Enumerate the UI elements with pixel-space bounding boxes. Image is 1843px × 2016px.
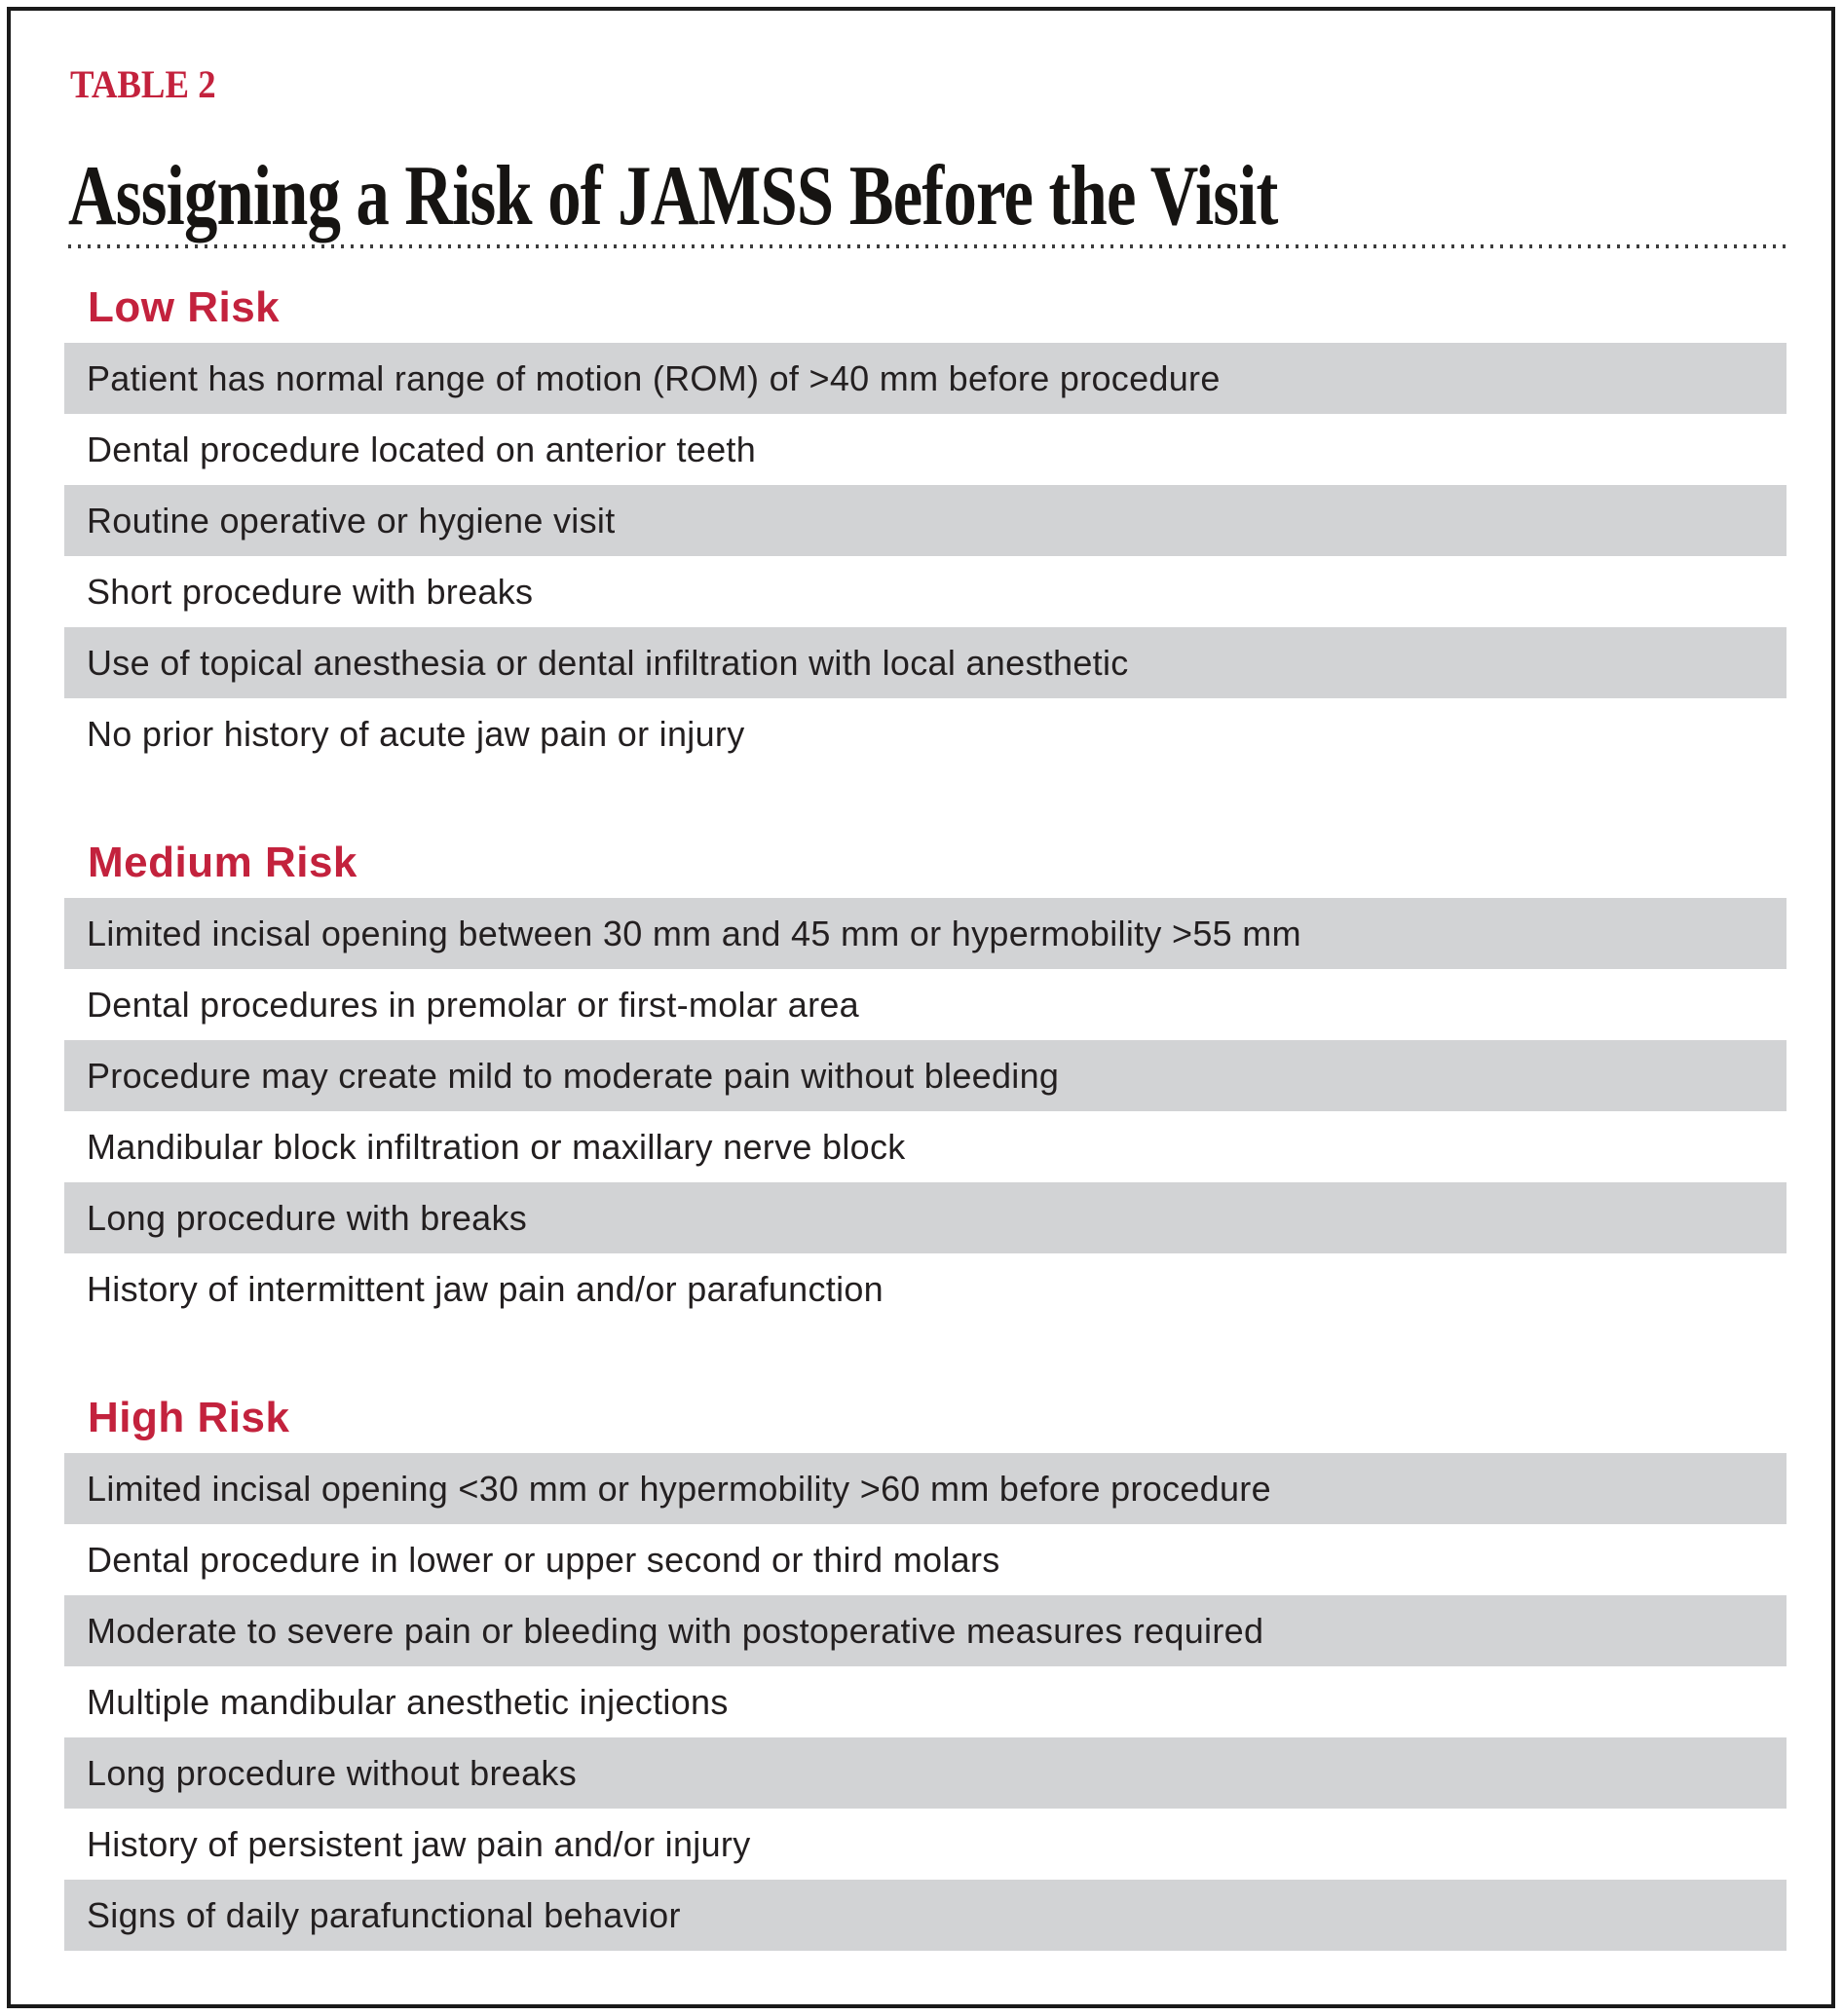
section-rows: [64, 898, 1787, 1325]
table-title: Assigning a Risk of JAMSS Before the Visit: [68, 149, 1278, 243]
table-header: [11, 64, 1831, 248]
section-heading: High Risk: [88, 1394, 290, 1441]
risk-sections: [11, 283, 1831, 1951]
section-rows: [64, 1453, 1787, 1951]
table-row: Dental procedure located on anterior teeth: [64, 414, 1787, 485]
table-row: Moderate to severe pain or bleeding with postoperative measures required: [64, 1595, 1787, 1666]
table-row: Signs of daily parafunctional behavior: [64, 1880, 1787, 1951]
table-row: Limited incisal opening between 30 mm and 45 mm or hypermobility >55 mm: [64, 898, 1787, 969]
table-row: History of persistent jaw pain and/or injury: [64, 1809, 1787, 1880]
table-number-label: TABLE 2: [70, 62, 216, 106]
section-rows: [64, 343, 1787, 769]
table-row: Long procedure with breaks: [64, 1182, 1787, 1253]
table-border-frame: [7, 7, 1835, 2008]
table-row: Long procedure without breaks: [64, 1737, 1787, 1809]
table-row: Use of topical anesthesia or dental infiltration with local anesthetic: [64, 627, 1787, 698]
table-row: Dental procedure in lower or upper second or third molars: [64, 1524, 1787, 1595]
dotted-divider: [68, 244, 1790, 248]
table-row: History of intermittent jaw pain and/or parafunction: [64, 1253, 1787, 1325]
table-row: Short procedure with breaks: [64, 556, 1787, 627]
section-low-risk: [64, 283, 1787, 769]
table-row: Patient has normal range of motion (ROM) of >40 mm before procedure: [64, 343, 1787, 414]
table-row: Mandibular block infiltration or maxillary nerve block: [64, 1111, 1787, 1182]
section-medium-risk: [64, 841, 1787, 1325]
table-row: Multiple mandibular anesthetic injections: [64, 1666, 1787, 1737]
section-heading: Medium Risk: [88, 839, 357, 886]
table-row: Dental procedures in premolar or first-molar area: [64, 969, 1787, 1040]
table-row: No prior history of acute jaw pain or injury: [64, 698, 1787, 769]
section-high-risk: [64, 1394, 1787, 1951]
table-row: Routine operative or hygiene visit: [64, 485, 1787, 556]
table-row: Procedure may create mild to moderate pain without bleeding: [64, 1040, 1787, 1111]
section-heading: Low Risk: [88, 283, 281, 331]
table-row: Limited incisal opening <30 mm or hypermobility >60 mm before procedure: [64, 1453, 1787, 1524]
